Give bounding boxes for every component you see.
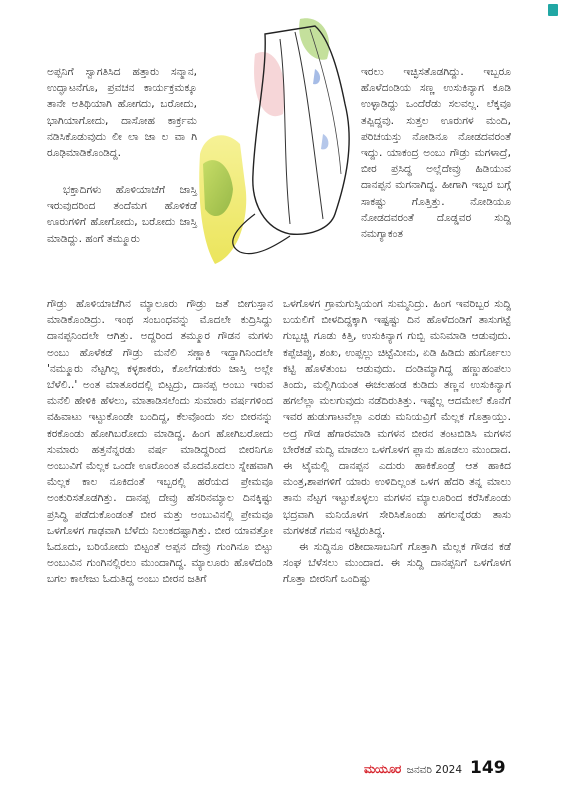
page-footer	[364, 758, 514, 784]
paragraph: ಭಕ್ತಾದಿಗಳು ಹೊಳಿಯಾಚೆಗೆ ಜಾಸ್ತಿ ಇರುವುದರಿಂದ ತಂದೆಮಗ ಹೊಳಿಕಡೆ ಊರುಗಳಿಗೆ ಹೋಗೋದು, ಬರೋದು ಜಾಸ್ತಿ ಮಾಡಿದ್ದು. ಹಂಗೆ ತಮ್ಮೂರು	[47, 184, 197, 245]
blue-accent	[313, 69, 320, 84]
cloth-fold-2	[295, 32, 323, 219]
page-number: 149	[470, 758, 506, 778]
magazine-brand: ಮಯೂರ	[364, 762, 401, 776]
cloth-fold-1	[280, 39, 290, 224]
paragraph: ಗೌಡ್ರು ಹೊಳಿಯಾಚೆಗಿನ ಮ್ಯಾಲೂರು ಗೌಡ್ರು ಜತೆ ಬೀಗುಸ್ತಾನ ಮಾಡಿಕೊಂಡಿದ್ರು. ಇಂಥ ಸಂಬಂಧವನ್ನು ಮೊದಲೇ ಕುದ್ರಿಸಿದ್ದು ದಾನಪ್ಪನಿಂದಲೇ ಆಗಿತ್ತು. ಅದ್ದರಿಂದ ತಮ್ಮೂರ ಗೌಡನ ಮಗಳು ಅಂಬು ಹೊಳೆಕಡೆ ಗೌಡ್ರು ಮನೆಲಿ ಸಣ್ಣಾಕಿ ಇದ್ದಾಗಿನಿಂದಲೇ 'ನಮ್ಮೂರು ನೆಟ್ಟಗಿಲ್ಲ ಕಳ್ಳಕಾಕರು, ಕೊಲೆಗಡುಕರು ಜಾಸ್ತಿ ಅಲ್ಲೇ ಬೆಳೆಲಿ..' ಅಂತ ಮಾತೂರದಲ್ಲಿ ಬಿಟ್ಟದ್ರು, ದಾನಪ್ಪ ಅಂಬು ಇರುವ ಮನೆಲಿ ಹೇಳಿಕಿ ಹೆಳಲು, ಮಾತಾಡಿಸಲೆಂದು ಸುಮಾರು ವರ್ಷಗಳಿಂದ ವಹಿವಾಟು ಇಟ್ಟುಕೊಂಡೇ ಬಂದಿದ್ದ, ಕೆಲವೊಂದು ಸಲ ಬೀರನನ್ನು ಕರಕೊಂಡು ಹೋಗಿಬರೋದು ಮಾಡಿದ್ದ. ಹಿಂಗ ಹೋಗಿಬರೋದು ಸುಮಾರು ಹತ್ತನೆನ್ನರಡು ವರ್ಷ ಮಾಡಿದ್ದರಿಂದ ಬೀರನಿಗೂ ಅಂಬುವಿಗೆ ಮೆಲ್ಲಕ ಒಂದೇ ಊರೊಂಂತ ಮೊದಮೊದಲು ಸ್ನೇಹವಾಗಿ ಮೆಲ್ಲಕ ಕಾಲ ನೂಕಿದಂತೆ ಇಬ್ಬರಲ್ಲಿ ಹರೆಯದ ಪ್ರೇಮವೂ ಅಂಕುರಿಸತೊಡಗಿತ್ತು. ದಾನಪ್ಪ ದೇವ್ರು ಹೆಸರಿನಮ್ಯಾಲ ದಿನಕ್ಕಿಷ್ಟು ಪ್ರಸಿದ್ಧಿ ಪಡೆದುಕೊಂಡಂತೆ ಬೀರ ಮತ್ತು ಅಂಬುವಿನಲ್ಲಿ ಪ್ರೇಮವೂ ಒಳಗೊಳಗ ಗಾಢವಾಗಿ ಬೆಳೆದು ನಿಲುಕದಷ್ಟಾಗಿತ್ತು. ಬೀರ ಯಾವತ್ತೋ ಓದೂದು, ಬರಿಯೋದು ಬಿಟ್ಟಂತೆ ಅಪ್ಪನ ದೇವ್ರು ಗುಂಗಿನೂ ಬಿಟ್ಟು ಅಂಬುವಿನ ಗುಂಗಿನಲ್ಲಿರಲು ಮುಂದಾಗಿದ್ದ. ಮ್ಯಾಲೂರು ಹೊಳೆದಂಡಿ ಬಗಲ ಕಾಲೇಜು ಓದುತಿದ್ದ ಅಂಬು ಬೀರನ ಜತಿಗೆ	[47, 298, 273, 586]
text-column-left-top	[47, 64, 197, 161]
text-column-left-bottom	[47, 296, 273, 588]
text-column-left-middle	[47, 182, 197, 247]
blue-accent-2	[321, 134, 328, 149]
paragraph: ಒಳಗೊಳಗ ಗ್ರಾಮಗುಸ್ಸಿಯಂಗ ಸುಮ್ಮನಿದ್ರು. ಹಿಂಗ ಇವರಿಬ್ಬರ ಸುದ್ದಿ ಬಯಲಿಗೆ ಬೀಳದಿದ್ದಕ್ಕಾಗಿ ಇಷ್ಟಷ್ಟು ದಿನ ಹೊಳೆದಂಡಿಗೆ ತಾಸುಗಟ್ಟೆ ಗುಬ್ಬಚ್ಚಿ ಗೂಡು ಕಿತ್ತಿ, ಉಸುಕಿನ್ಯಾಗ ಗುಬ್ಬಿ ಮನಿಮಾಡಿ ಆಡುವುದು. ಕಪ್ಪೆಚಿಪ್ಪು, ಶಂಖ, ಉಪ್ಪಲ್ಲು ಚಿಟ್ಟೆಮೀನು, ಏಡಿ ಹಿಡಿದು ಹುರ್ಗೋಲು ಕಟ್ಟಿ ಹೊಳೆತುಂಬ ಆಡುವುದು. ದಂಡಿಮ್ಯಾಗಿದ್ದ ಹಣ್ಣುಹಂಪಲು ತಿಂದು, ಮಲ್ಲಿಗಿಯಂತ ಈಚಲಹಂಡ ಕುಡಿದು ತಣ್ಣನ ಉಸುಕಿನ್ಯಾಗ ಹಗಲೆಲ್ಲಾ ಮಲಗುವುದು ನಡೆದಿರುತಿತ್ತು. ಇಷ್ಟೆಲ್ಲ ಆದಮೇಲೆ ಕೊನೆಗೆ ಇವರ ಹುಡುಗಾಟವೆಲ್ಲಾ ಎರಡು ಮನಿಯವ್ರಿಗೆ ಮೆಲ್ಲಕ ಗೊತ್ತಾಯ್ತು. ಅದ್ರ ಗೌಡ ಹೆಗಾರಮಾಡಿ ಮಗಳನ ಬೀರನ ತಂಟಬಿಡಿಸಿ ಮಗಳನ ಬೇರೆಕಡೆ ಮದ್ವಿ ಮಾಡಲು ಒಳಗೊಳಗ ಪ್ಲಾನು ಹೂಡಲು ಮುಂದಾದ. ಈ ಟೈಮಲ್ಲಿ ದಾನಪ್ಪನ ಎದುರು ಹಾಕಿಕೊಂಡ್ರೆ ಆತ ಹಾಕಿದ ಮಂತ್ರ,ಶಾಪಗಳಿಗೆ ಯಾರು ಉಳಿದಿಲ್ಲಂತ ಒಳಗ ಹೆದರಿ ತನ್ನ ಮಾಲು ತಾನು ನೆಟ್ಟಗ ಇಟ್ಟುಕೊಳ್ಳಲು ಮಗಳನ ಮ್ಯಾಲೂರಿಂದ ಕರೆಸಿಕೊಂಡು ಭದ್ರವಾಗಿ ಮನಿಯೊಳಗ ಸೇರಿಸಿಕೊಂಡು ಹಗಲನ್ನೆರಡು ತಾಸು ಮಗಳಕಡೆ ಗಮನ ಇಟ್ಟಿರುತಿದ್ದ.	[283, 298, 511, 537]
paragraph: ಅಪ್ಪನಿಗೆ ಸ್ವಾಗತಿಸಿದ ಹತ್ತಾರು ಸನ್ಮಾನ, ಉದ್ಘಾಟನೆಗೂ, ಪ್ರವಚನ ಕಾರ್ಯಕ್ರಮಕ್ಕೂ ತಾನೇ ಅತಿಥಿಯಾಗಿ ಹೋಗದು, ಬರೋದು, ಭಾಗಿಯಾಗೋದು, ದಾಸೋಹ ಕಾರ್ಕ್ರಮ ನಡಿಸಿಕೊಡುವುದು ಲೀ ಲಾ ಜಾ ಲ ವಾ ಗಿ ರೂಢಿಮಾಡಿಕೊಂಡಿದ್ದ.	[47, 66, 197, 160]
text-column-right-top	[361, 64, 511, 242]
illustration-hanging-cloth	[195, 14, 365, 270]
issue-date: ಜನವರಿ 2024	[406, 764, 463, 776]
paragraph: ಈ ಸುದ್ದಿನೂ ರಶೀದಾಸಾಬನಿಗೆ ಗೊತ್ತಾಗಿ ಮೆಲ್ಲಕ ಗೌಡನ ಕಡೆ ಸಂಘ ಬೆಳೆಸಲು ಮುಂದಾದ. ಈ ಸುದ್ದಿ ದಾನಪ್ಪನಿಗೆ ಒಳಗೊಳಗ ಗೊತ್ತಾ ಬೀರನಿಗೆ ಒಂದಿಷ್ಟು	[283, 541, 511, 586]
red-pink-wash	[254, 52, 285, 116]
text-column-right-bottom	[283, 296, 511, 588]
corner-tab-marker	[548, 4, 558, 16]
paragraph: ಇರಲು ಇಚ್ಛಿಸತೊಡಗಿದ್ದು. ಇಬ್ಬರೂ ಹೊಳೆದಂಡಿಯ ಸಣ್ಣ ಉಸುಕಿನ್ಯಾಗ ಕೂಡಿ ಉಳ್ಳಾಡಿದ್ದು ಒಂದೆರೆಡು ಸಲವಲ್ಲ. ಲೆಕ್ಕವೂ ತಪ್ಪಿದ್ದವು. ಸುತ್ತಲ ಊರುಗಳ ಮಂದಿ, ಪರಿಚಯಸ್ತು ನೋಡಿನೂ ನೋಡದವರಂತೆ ಇದ್ದು. ಯಾಕಂದ್ರ ಅಂಬು ಗೌಡ್ರು ಮಗಳಾದ್ರೆ, ಬೀರ ಪ್ರಸಿದ್ಧ ಅಲ್ಲೆದೇವ್ರು ಹಿಡಿಯುವ ದಾನಪ್ಪನ ಮಗನಾಗಿದ್ದ. ಹೀಗಾಗಿ ಇಬ್ಬರ ಬಗ್ಗೆ ಸಾಕಷ್ಟು ಗೊತ್ತಿತ್ತು. ನೋಡಿಯೂ ನೋಡದವರಂತೆ ದೊಡ್ಡವರ ಸುದ್ದಿ ನಮಗ್ಯಾಕಂತ	[361, 66, 511, 241]
